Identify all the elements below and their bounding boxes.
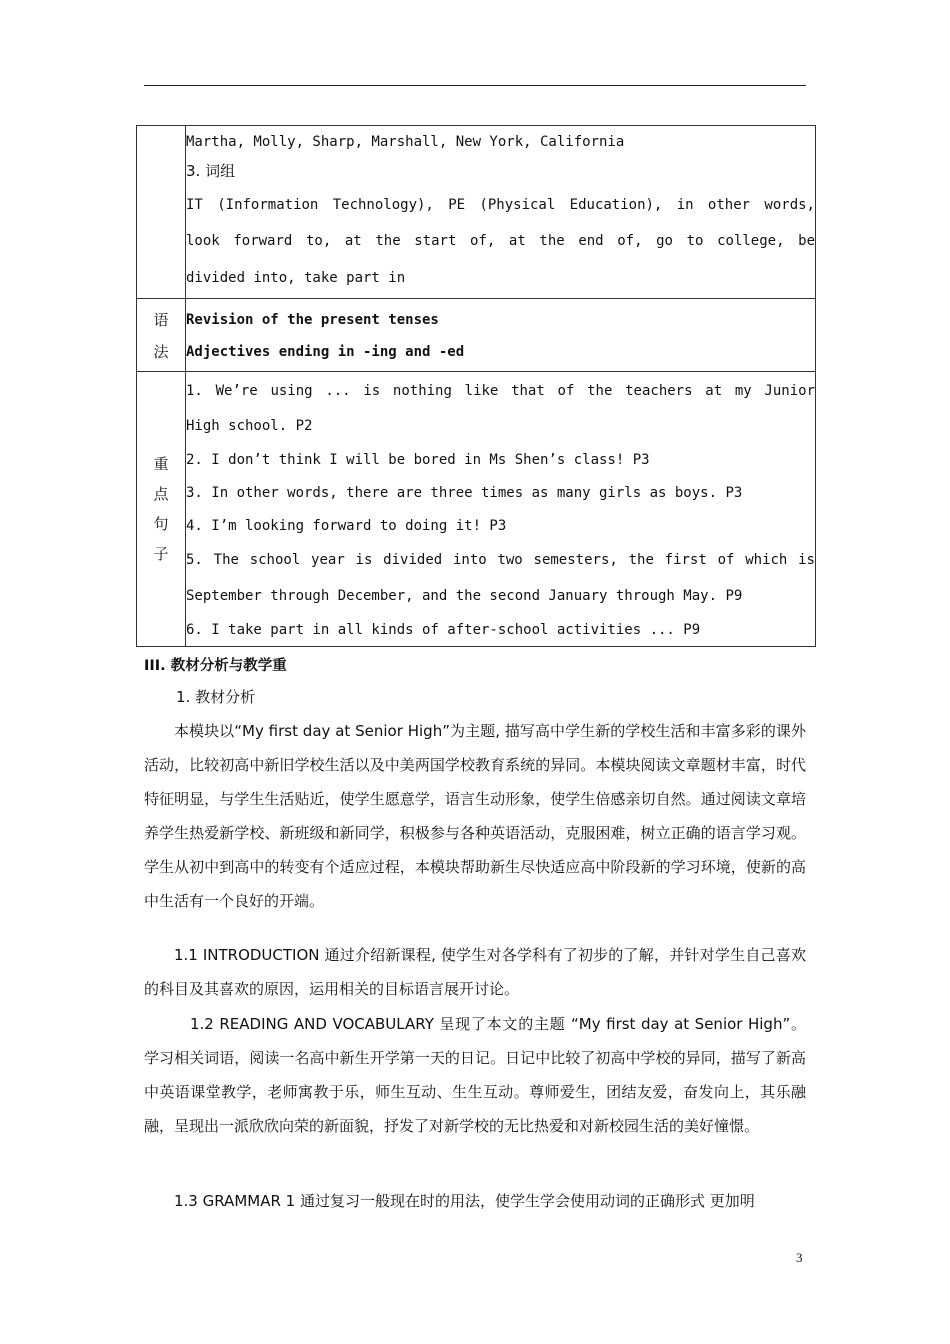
sentence-line: September through December, and the second January through May. P9	[186, 588, 743, 604]
subsection-title: 1. 教材分析	[176, 688, 256, 706]
grammar-cell	[186, 299, 816, 372]
row-label-grammar	[137, 299, 186, 372]
paragraph-reading	[144, 1007, 806, 1143]
sentence-line: High school. P2	[186, 418, 313, 434]
phrases-line: IT (Information Technology), PE (Physical Education), in other words,	[186, 197, 815, 213]
paragraph-text: 1.1 INTRODUCTION 通过介绍新课程, 使学生对各学科有了初步的了解，并针对学生自己喜欢的科目及其喜欢的原因，运用相关的目标语言展开讨论。	[144, 946, 806, 998]
paragraph-grammar	[144, 1184, 806, 1218]
paragraph-text: 本模块以“My first day at Senior High”为主题, 描写高中学生新的学校生活和丰富多彩的课外活动，比较初高中新旧学校生活以及中美两国学校教育系统的异同。本模块阅读文章题材丰富，时代特征明显，与学生生活贴近，使学生愿意学，语言生动形象，使学生倍感亲切自然。通过阅读文章培养学生热爱新学校、新班级和新同学，积极参与各种英语活动，克服困难，树立正确的语言学习观。学生从初中到高中的转变有个适应过程，本模块帮助新生尽快适应高中阶段新的学习环境，使新的高中生活有一个良好的开端。	[144, 722, 806, 910]
paragraph-text: 1.2 READING AND VOCABULARY 呈现了本文的主题 “My first day at Senior High”。学习相关词语，阅读一名高中新生开学第一天的日记。日记中比较了初高中学校的异同，描写了新高中英语课堂教学，老师寓教于乐，师生互动、生生互动。尊师爱生，团结友爱，奋发向上，其乐融融，呈现出一派欣欣向荣的新面貌，抒发了对新学校的无比热爱和对新校园生活的美好憧憬。	[144, 1015, 806, 1135]
sentence-line: 6. I take part in all kinds of after-school activities ... P9	[186, 622, 701, 638]
label-char: 点	[153, 485, 169, 503]
paragraph-intro	[144, 714, 806, 918]
header-rule	[144, 85, 806, 86]
sentence-line: 3. In other words, there are three times as many girls as boys. P3	[186, 485, 743, 501]
phrases-line: look forward to, at the start of, at the end of, go to college, be	[186, 233, 815, 249]
row-label-sentences	[137, 372, 186, 647]
label-char: 法	[153, 343, 169, 361]
label-char: 重	[153, 455, 169, 473]
vocab-cell	[186, 126, 816, 299]
content-table	[136, 125, 816, 647]
paragraph-text: 1.3 GRAMMAR 1 通过复习一般现在时的用法，使学生学会使用动词的正确形式 更加明	[174, 1192, 755, 1210]
sentence-line: 5. The school year is divided into two semesters, the first of which is	[186, 552, 815, 568]
table-row	[137, 299, 816, 372]
paragraph-introduction	[144, 938, 806, 1006]
sentence-line: 1. We’re using ... is nothing like that of the teachers at my Junior	[186, 383, 815, 399]
grammar-line: Revision of the present tenses	[186, 312, 439, 328]
sentences-cell	[186, 372, 816, 647]
phrases-heading: 3. 词组	[186, 162, 236, 180]
page-number: 3	[796, 1250, 803, 1265]
label-char: 语	[153, 311, 169, 329]
names-line: Martha, Molly, Sharp, Marshall, New York, California	[186, 134, 625, 150]
sentence-line: 4. I’m looking forward to doing it! P3	[186, 518, 507, 534]
label-char: 句	[153, 515, 169, 533]
table-row	[137, 126, 816, 299]
grammar-line: Adjectives ending in -ing and -ed	[186, 344, 465, 360]
label-char: 子	[153, 545, 169, 563]
phrases-line: divided into, take part in	[186, 270, 406, 286]
sentence-line: 2. I don’t think I will be bored in Ms Shen’s class! P3	[186, 452, 650, 468]
row-label	[137, 126, 186, 299]
table-row	[137, 372, 816, 647]
section-title: III. 教材分析与教学重	[144, 658, 287, 674]
